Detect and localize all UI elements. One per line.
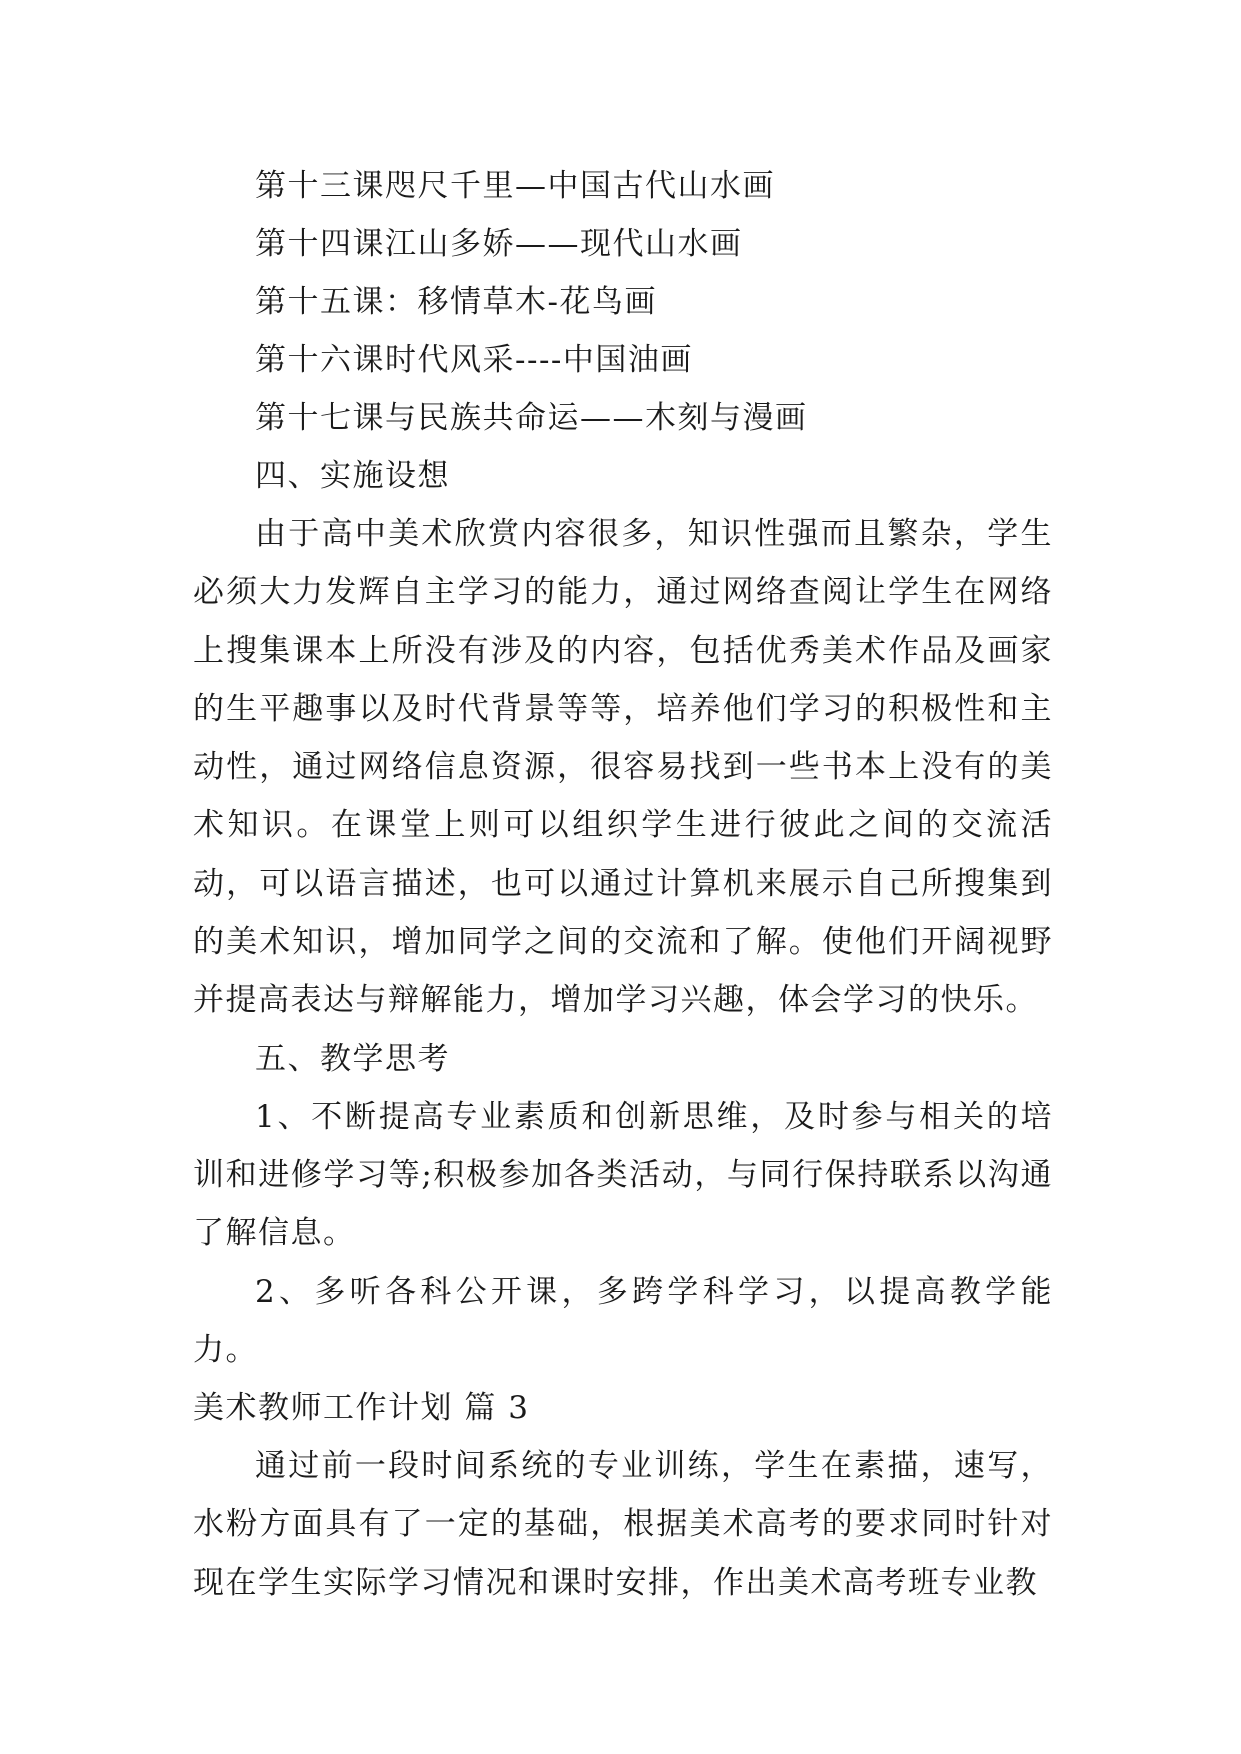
section-4-paragraph: 由于高中美术欣赏内容很多，知识性强而且繁杂，学生必须大力发辉自主学习的能力，通过网络查阅让学生在网络上搜集课本上所没有涉及的内容，包括优秀美术作品及画家的生平趣事以及时代背景等等，培养他们学习的积极性和主动性，通过网络信息资源，很容易找到一些书本上没有的美术知识。在课堂上则可以组织学生进行彼此之间的交流活动，可以语言描述，也可以通过计算机来展示自己所搜集到的美术知识，增加同学之间的交流和了解。使他们开阔视野并提高表达与辩解能力，增加学习兴趣，体会学习的快乐。 [193,516,1053,1019]
section-5-item-2: 2、多听各科公开课，多跨学科学习，以提高教学能力。 [193,1273,1053,1368]
plan-3-paragraph: 通过前一段时间系统的专业训练，学生在素描，速写，水粉方面具有了一定的基础，根据美术高考的要求同时针对现在学生实际学习情况和课时安排，作出美术高考班专业教 [193,1448,1053,1601]
section-4-heading: 四、实施设想 [255,458,450,494]
plan-3-title: 美术教师工作计划 篇 3 [193,1390,530,1427]
document-body [193,157,1053,1612]
lesson-line-17: 第十七课与民族共命运——木刻与漫画 [255,400,808,436]
section-5-item-1: 1、不断提高专业素质和创新思维，及时参与相关的培训和进修学习等;积极参加各类活动，与同行保持联系以沟通了解信息。 [193,1098,1053,1252]
lesson-line-13: 第十三课咫尺千里—中国古代山水画 [255,168,775,204]
lesson-line-16: 第十六课时代风采----中国油画 [255,342,693,378]
lesson-line-14: 第十四课江山多娇——现代山水画 [255,226,743,262]
lesson-line-15: 第十五课：移情草木-花鸟画 [255,284,657,320]
section-5-heading: 五、教学思考 [255,1040,450,1077]
